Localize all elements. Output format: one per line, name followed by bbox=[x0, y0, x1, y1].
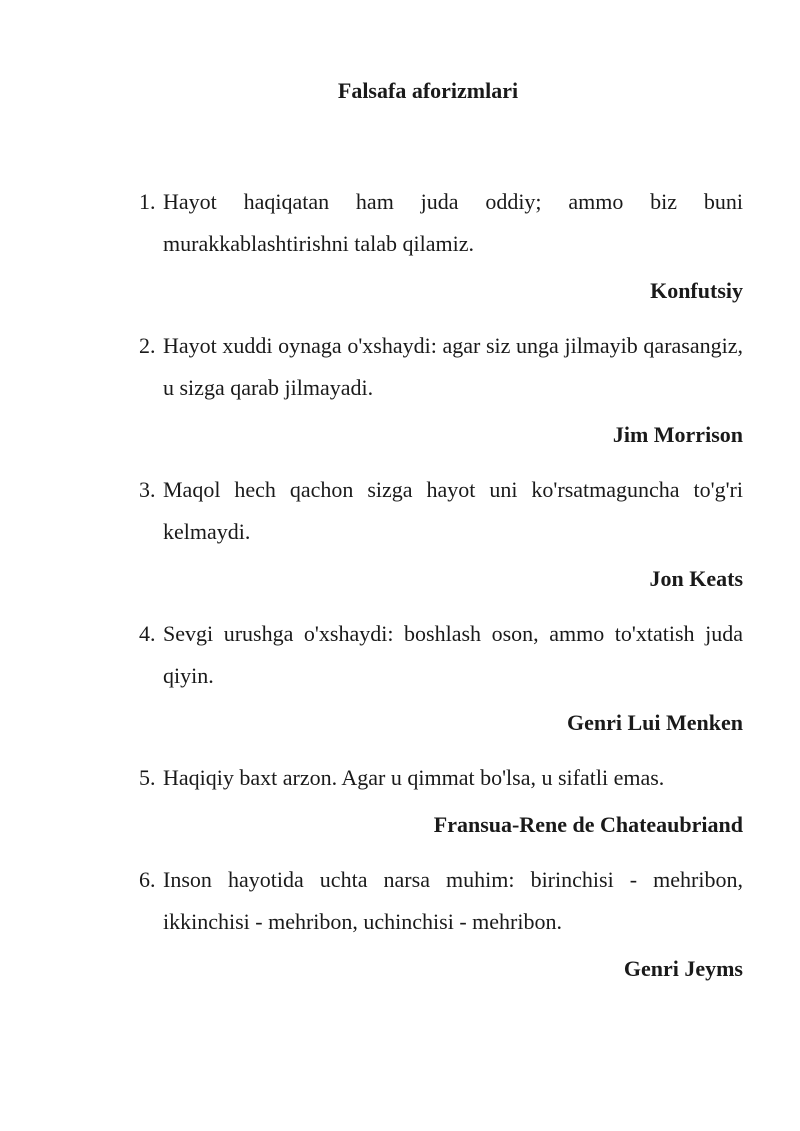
aphorism-number: 2. bbox=[139, 333, 156, 358]
aphorism-text: Haqiqiy baxt arzon. Agar u qimmat bo'lsa, u sifatli emas. bbox=[163, 765, 665, 790]
aphorism-author: Jon Keats bbox=[649, 566, 743, 591]
aphorism-text: Inson hayotida uchta narsa muhim: birinchisi - mehribon, ikkinchisi - mehribon, uchinchisi - mehribon. bbox=[163, 867, 743, 934]
aphorism-text: Hayot haqiqatan ham juda oddiy; ammo biz buni murakkablashtirishni talab qilamiz. bbox=[163, 189, 743, 256]
aphorism-number: 5. bbox=[139, 765, 156, 790]
aphorism-item bbox=[133, 613, 743, 738]
aphorism-number: 4. bbox=[139, 621, 156, 646]
aphorism-text: Maqol hech qachon sizga hayot uni ko'rsatmaguncha to'g'ri kelmaydi. bbox=[163, 477, 743, 544]
aphorism-number: 3. bbox=[139, 477, 156, 502]
aphorism-item bbox=[133, 859, 743, 984]
aphorism-item bbox=[133, 757, 743, 840]
aphorism-text: Hayot xuddi oynaga o'xshaydi: agar siz unga jilmayib qarasangiz, u sizga qarab jilmayadi. bbox=[163, 333, 743, 400]
page-title: Falsafa aforizmlari bbox=[337, 78, 519, 103]
aphorism-author: Genri Jeyms bbox=[623, 956, 743, 981]
aphorism-text: Sevgi urushga o'xshaydi: boshlash oson, ammo to'xtatish juda qiyin. bbox=[163, 621, 743, 688]
aphorism-number: 1. bbox=[139, 189, 156, 214]
aphorism-item bbox=[133, 469, 743, 594]
aphorism-list bbox=[133, 181, 743, 1003]
aphorism-author: Fransua-Rene de Chateaubriand bbox=[433, 812, 743, 837]
aphorism-item bbox=[133, 181, 743, 306]
aphorism-number: 6. bbox=[139, 867, 156, 892]
aphorism-item bbox=[133, 325, 743, 450]
aphorism-author: Konfutsiy bbox=[650, 278, 743, 303]
aphorism-author: Genri Lui Menken bbox=[566, 710, 743, 735]
aphorism-author: Jim Morrison bbox=[612, 422, 743, 447]
